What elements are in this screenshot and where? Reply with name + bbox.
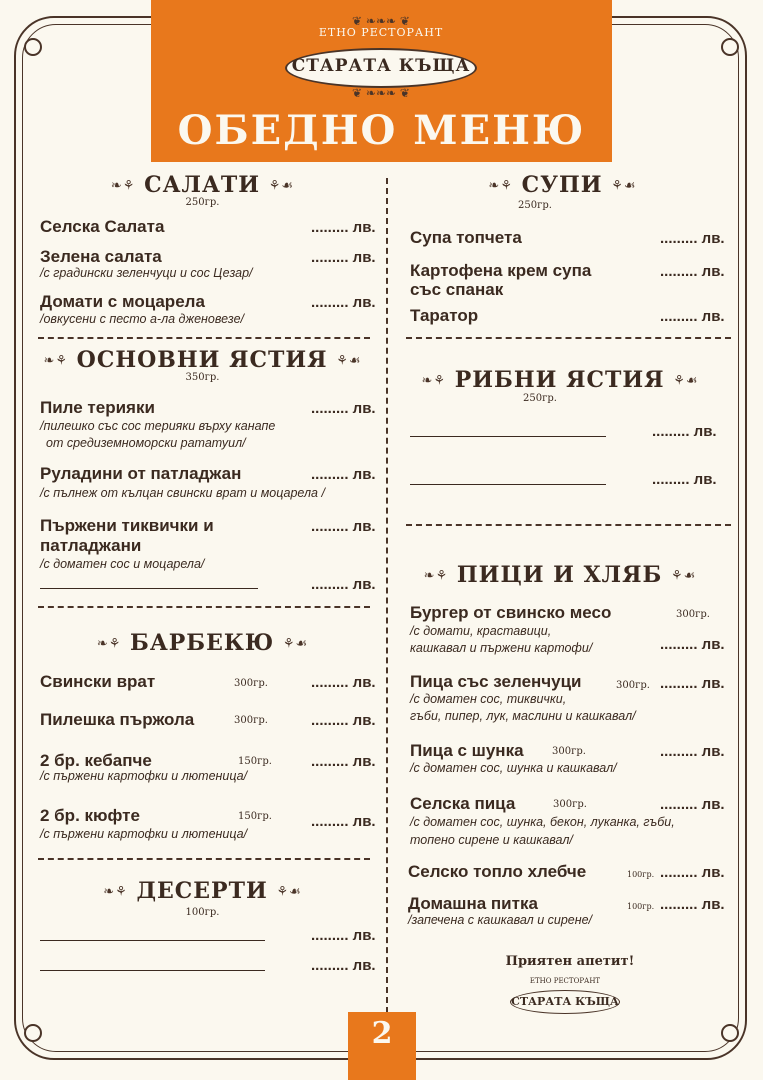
menu-item-price: ......... лв. [660,230,725,247]
menu-item-desc: /пилешко със сос терияки върху канапе [40,419,276,433]
menu-item-desc: /с доматен сос, шунка, бекон, луканка, гъби, [410,815,675,829]
menu-item-grams: 300гр. [234,715,268,726]
menu-item-price: ......... лв. [311,400,376,417]
menu-item-price: ......... лв. [311,466,376,483]
section-divider [38,606,370,608]
page-number: 2 [371,1016,393,1051]
ornament-icon: ❧⚘ [43,353,68,369]
menu-item-grams: 150гр. [238,811,272,822]
menu-item-price: ......... лв. [660,675,725,692]
menu-item-name: Домашна питка [408,894,538,913]
menu-item-grams: 300гр. [552,746,586,757]
menu-item-price: ......... лв. [660,896,725,913]
menu-item-price: ......... лв. [311,813,376,830]
menu-item-price: ......... лв. [660,743,725,760]
menu-item-price: ......... лв. [652,423,717,440]
ornament-icon: ❧⚘ [423,568,449,584]
menu-item-name: 2 бр. кебапче [40,751,152,770]
section-weight: 250гр. [523,393,557,404]
menu-item-desc: /с пържени картофки и лютеница/ [40,769,248,783]
menu-item-price: ......... лв. [311,712,376,729]
section-weight: 250гр. [518,200,552,211]
menu-item-name: 2 бр. кюфте [40,806,140,825]
menu-item-name: Супа топчета [410,228,522,247]
ornament-icon: ⚘☙ [673,373,699,389]
section-title-fish: ❧⚘ РИБНИ ЯСТИЯ ⚘☙ [421,367,699,393]
menu-item-price: ......... лв. [660,636,725,653]
menu-item-price: ......... лв. [660,263,725,280]
menu-item-name: Селска пица [410,794,516,813]
menu-item-desc: /с доматен сос, тиквички, [410,692,567,706]
menu-title: ОБЕДНО МЕНЮ [177,107,586,154]
section-weight: 350гр. [185,372,220,383]
blank-item-line [410,436,606,437]
ornament-icon: ❧⚘ [110,178,136,194]
ornament-icon: ⚘☙ [671,568,697,584]
menu-item-price: ......... лв. [311,674,376,691]
ornament-icon: ⚘☙ [268,178,295,194]
menu-item-desc: кашкавал и пържени картофи/ [410,641,593,655]
menu-item-name: Селско топло хлебче [408,862,587,881]
ornament-icon: ⚘☙ [611,178,637,194]
menu-item-price: ......... лв. [311,957,376,974]
section-title-mains: ❧⚘ ОСНОВНИ ЯСТИЯ ⚘☙ [43,347,362,373]
menu-item-desc: гъби, пипер, лук, маслини и кашкавал/ [410,709,636,723]
greeting-text: Приятен апетит! [505,954,635,969]
blank-item-line [40,588,258,589]
menu-item-name: Руладини от патладжан [40,464,242,483]
menu-item-desc: /с домати, краставици, [410,624,552,638]
menu-item-name: Домати с моцарела [40,292,205,311]
section-divider [38,858,370,860]
blank-item-line [40,940,265,941]
menu-item-price: ......... лв. [652,471,717,488]
menu-item-desc: /с градински зеленчуци и сос Цезар/ [40,266,253,280]
menu-item-name: със спанак [410,280,504,299]
section-divider [406,524,731,526]
section-title-bbq: ❧⚘ БАРБЕКЮ ⚘☙ [96,630,309,656]
menu-item-grams: 300гр. [553,799,587,810]
menu-item-desc: /с доматен сос, шунка и кашкавал/ [410,761,617,775]
section-weight: 100гр. [185,907,220,918]
menu-item-price: ......... лв. [660,864,725,881]
menu-item-grams: 150гр. [238,756,272,767]
section-divider [38,337,370,339]
menu-item-grams: 300гр. [234,678,268,689]
menu-item-name: Таратор [410,306,479,325]
menu-item-name: патладжани [40,536,142,555]
menu-item-name: Пържени тиквички и [40,516,214,535]
menu-item-desc: /с пържени картофки и лютеница/ [40,827,248,841]
menu-item-desc: /с пълнеж от кълцан свински врат и моцарела / [40,486,325,500]
ornament-icon: ❧⚘ [103,884,128,900]
ornament-icon: ⚘☙ [282,636,309,652]
ornament-icon: ❧⚘ [421,373,447,389]
menu-item-name: Пица с шунка [410,741,524,760]
menu-item-grams: 100гр. [627,870,655,879]
blank-item-line [40,970,265,971]
menu-item-price: ......... лв. [311,518,376,535]
section-divider [406,337,731,339]
menu-item-name: Бургер от свинско месо [410,603,612,622]
menu-item-desc: от средиземноморски рататуил/ [46,436,246,450]
menu-item-name: Картофена крем супа [410,261,592,280]
menu-item-grams: 300гр. [616,680,650,691]
corner-ornament [24,38,42,56]
logo-name: СТАРАТА КЪЩА [291,56,471,76]
menu-item-price: ......... лв. [311,249,376,266]
logo-ornament-bottom: ❦ ❧❧❧ ❦ [352,86,410,100]
menu-item-name: Зелена салата [40,247,162,266]
menu-item-price: ......... лв. [311,927,376,944]
blank-item-line [410,484,606,485]
section-title-salads: ❧⚘ САЛАТИ ⚘☙ [110,172,295,198]
menu-item-name: Пилешка пържола [40,710,195,729]
menu-item-name: Пица със зеленчуци [410,672,582,691]
menu-item-name: Пиле терияки [40,398,155,417]
menu-item-grams: 100гр. [627,902,655,911]
section-title-soups: ❧⚘ СУПИ ⚘☙ [488,172,637,198]
menu-item-desc: /запечена с кашкавал и сирене/ [408,913,593,927]
menu-item-price: ......... лв. [311,219,376,236]
corner-ornament [721,38,739,56]
menu-item-grams: 300гр. [676,609,710,620]
section-weight: 250гр. [185,197,220,208]
menu-item-desc: топено сирене и кашкавал/ [410,833,573,847]
menu-item-price: ......... лв. [311,576,376,593]
menu-item-price: ......... лв. [311,753,376,770]
menu-item-name: Свински врат [40,672,156,691]
section-title-pizza: ❧⚘ ПИЦИ И ХЛЯБ ⚘☙ [423,562,697,588]
ornament-icon: ⚘☙ [336,353,362,369]
section-title-desserts: ❧⚘ ДЕСЕРТИ ⚘☙ [103,878,302,904]
logo-top-label: ЕТНО РЕСТОРАНТ [318,26,444,39]
menu-item-desc: /с доматен сос и моцарела/ [40,557,205,571]
corner-ornament [24,1024,42,1042]
column-divider [386,178,388,1023]
menu-item-price: ......... лв. [660,796,725,813]
ornament-icon: ❧⚘ [96,636,122,652]
footer-logo-top-label: ЕТНО РЕСТОРАНТ [529,977,601,985]
footer-logo-name: СТАРАТА КЪЩА [511,995,619,1008]
menu-item-desc: /овкусени с песто а-ла дженовезе/ [40,312,245,326]
corner-ornament [721,1024,739,1042]
menu-item-name: Селска Салата [40,217,165,236]
ornament-icon: ❧⚘ [488,178,513,194]
menu-item-price: ......... лв. [660,308,725,325]
logo-ornament-top: ❦ ❧❧❧ ❦ [352,14,410,28]
ornament-icon: ⚘☙ [276,884,302,900]
menu-item-price: ......... лв. [311,294,376,311]
